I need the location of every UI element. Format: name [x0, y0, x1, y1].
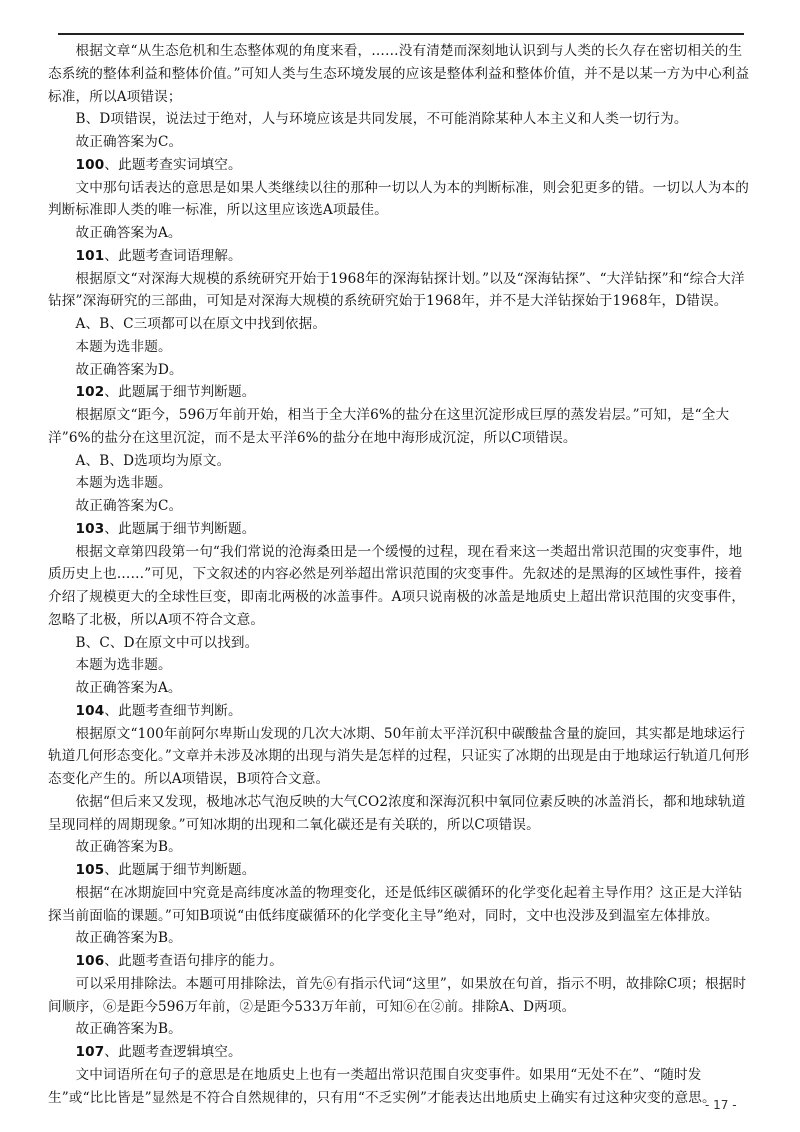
body-paragraph: A、B、D选项均为原文。: [75, 452, 231, 469]
question-number: 106: [75, 953, 105, 969]
question-number: 103: [75, 520, 105, 537]
body-paragraph: 故正确答案为B。: [75, 930, 182, 947]
question-heading: [48, 245, 754, 268]
question-heading: [48, 381, 754, 404]
body-paragraph: 本题为选非题。: [75, 475, 172, 492]
body-paragraph: 故正确答案为B。: [75, 1021, 182, 1038]
question-number: 100: [75, 156, 105, 173]
question-number: 102: [75, 384, 105, 401]
question-number: 104: [75, 702, 105, 719]
body-paragraph: 故正确答案为A。: [75, 680, 182, 696]
header-rule: [58, 33, 744, 35]
body-paragraph: B、C、D在原文中可以找到。: [75, 634, 259, 651]
body-paragraph: 文中那句话表达的意思是如果人类继续以往的那种一切以人为本的判断标准，则会犯更多的错。一切以人为本的判断标准即人类的唯一标准，所以这里应该选A项最佳。: [48, 179, 749, 219]
question-title: 、此题考查语句排序的能力。: [104, 953, 283, 969]
body-paragraph: 根据原文“对深海大规模的系统研究开始于1968年的深海钻探计划。”以及“深海钻探”、“大洋钻探”和“综合大洋钻探”深海研究的三部曲，可知是对深海大规模的系统研究始于1968年，并不是大洋钻探始于1968年，D错误。: [48, 270, 745, 310]
body-paragraph: B、D项错误，说法过于绝对，人与环境应该是共同发展，不可能消除某种人本主义和人类一切行为。: [75, 111, 688, 128]
question-heading: [48, 950, 754, 973]
document-body: [48, 40, 754, 1109]
body-paragraph: 故正确答案为C。: [75, 498, 183, 514]
question-title: 、此题考查逻辑填空。: [104, 1044, 242, 1060]
body-paragraph: 故正确答案为D。: [75, 361, 183, 378]
question-number: 105: [75, 862, 105, 878]
question-title: 、此题考查细节判断。: [104, 702, 242, 719]
question-title: 、此题属于细节判断题。: [104, 384, 256, 401]
body-paragraph: 本题为选非题。: [75, 657, 172, 674]
body-paragraph: 可以采用排除法。本题可用排除法，首先⑥有指示代词“这里”，如果放在句首，指示不明，故排除C项；根据时间顺序，⑥是距今596万年前，②是距今533万年前，可知⑥在②前。排除A、D两项。: [48, 975, 747, 1015]
question-title: 、此题属于细节判断题。: [104, 520, 256, 537]
question-heading: [48, 1041, 754, 1064]
question-title: 、此题考查实词填空。: [104, 156, 242, 173]
page-number: - 17 -: [705, 1098, 737, 1112]
body-paragraph: 故正确答案为A。: [75, 225, 182, 241]
question-number: 101: [75, 247, 105, 264]
body-paragraph: A、B、C三项都可以在原文中找到依据。: [75, 316, 327, 332]
question-heading: [48, 518, 754, 541]
body-paragraph: 根据原文“100年前阿尔卑斯山发现的几次大冰期、50年前太平洋沉积中碳酸盐含量的旋回，其实都是地球运行轨道几何形态变化。”文章并未涉及冰期的出现与消失是怎样的过程，只证实了冰期的出现是由于地球运行轨道几何形态变化产生的。所以A项错误，B项符合文意。: [48, 725, 750, 787]
question-title: 、此题考查词语理解。: [104, 247, 242, 264]
body-paragraph: 根据“在冰期旋回中究竟是高纬度冰盖的物理变化，还是低纬区碳循环的化学变化起着主导作用？这正是大洋钻探当前面临的课题。”可知B项说“由低纬度碳循环的化学变化主导”绝对，同时，文中也没涉及到温室左体排放。: [48, 884, 743, 924]
body-paragraph: 故正确答案为B。: [75, 839, 182, 856]
body-paragraph: 本题为选非题。: [75, 338, 172, 355]
question-title: 、此题属于细节判断题。: [104, 862, 256, 878]
body-paragraph: 故正确答案为C。: [75, 134, 183, 150]
body-paragraph: 根据原文“距今，596万年前开始，相当于全大洋6%的盐分在这里沉淀形成巨厚的蒸发岩层。”可知，是“全大洋”6%的盐分在这里沉淀，而不是太平洋6%的盐分在地中海形成沉淀，所以C项错误。: [48, 407, 730, 446]
question-heading: [48, 154, 754, 177]
body-paragraph: 文中词语所在句子的意思是在地质史上也有一类超出常识范围自灾变事件。如果用“无处不在”、“随时发生”或“比比皆是”显然是不符合自然规律的，只有用“不乏实例”才能表达出地质史上确实有过这种灾变的意思。: [48, 1066, 716, 1106]
question-number: 107: [75, 1044, 105, 1060]
body-paragraph: 依据“但后来又发现，极地冰芯气泡反映的大气CO2浓度和深海沉积中氧同位素反映的冰盖消长，都和地球轨道呈现同样的周期现象。”可知冰期的出现和二氧化碳还是有关联的，所以C项错误。: [48, 793, 746, 833]
body-paragraph: 根据文章第四段第一句“我们常说的沧海桑田是一个缓慢的过程，现在看来这一类超出常识范围的灾变事件，地质历史上也……”可见，下文叙述的内容必然是列举超出常识范围的灾变事件。先叙述的是黑海的区域性事件，接着介绍了规模更大的全球性巨变，即南北两极的冰盖事件。A项只说南极的冰盖是地质史上超出常识范围的灾变事件，忽略了北极，所以A项不符合文意。: [48, 543, 746, 628]
question-heading: [48, 859, 754, 882]
body-paragraph: 根据文章“从生态危机和生态整体观的角度来看，……没有清楚而深刻地认识到与人类的长久存在密切相关的生态系统的整体利益和整体价值。”可知人类与生态环境发展的应该是整体利益和整体价值，并不是以某一方为中心利益标准，所以A项错误；: [48, 43, 750, 105]
question-heading: [48, 700, 754, 723]
